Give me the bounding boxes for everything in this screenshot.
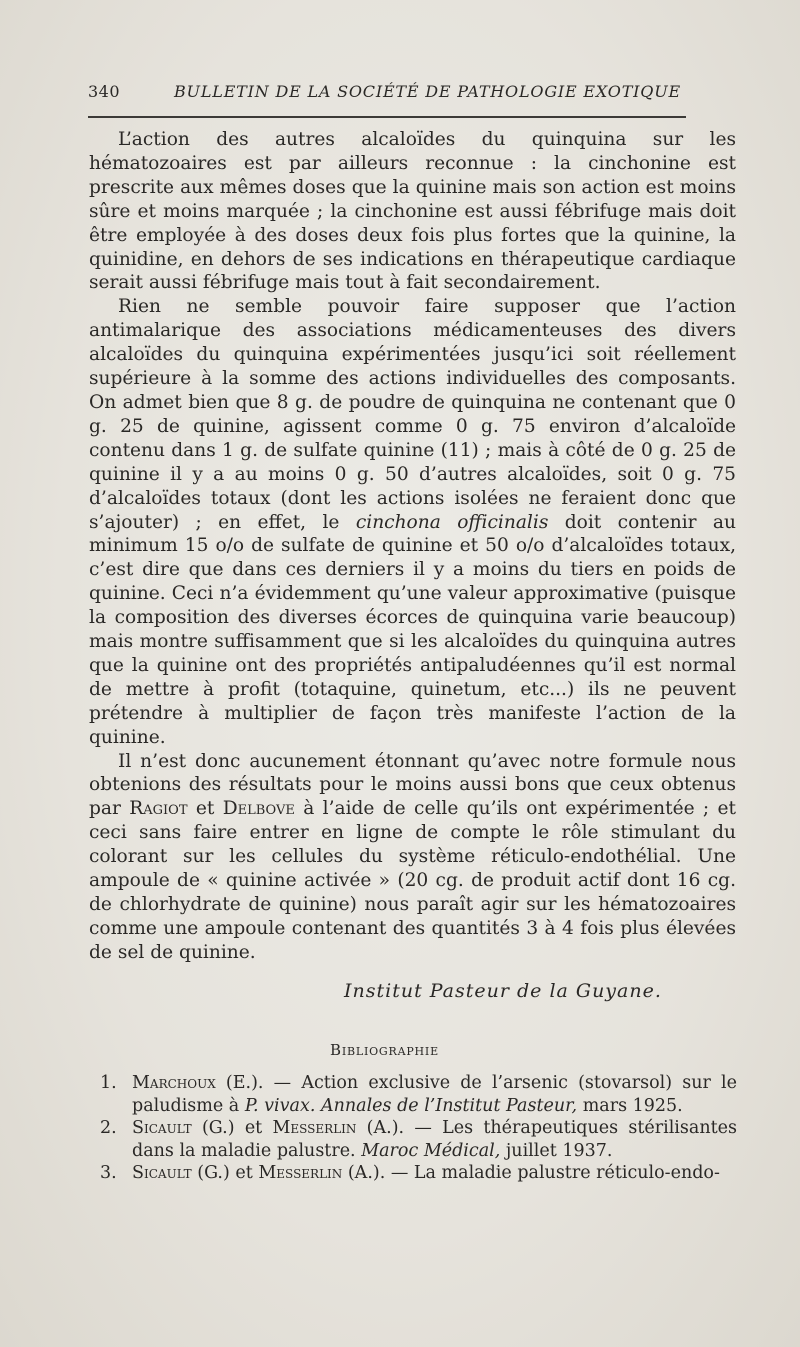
conjunction: et [235,1163,253,1184]
paragraph-1 [89,128,736,295]
institution-signature: Institut Pasteur de la Guyane. [344,980,662,1002]
conjunction: et [244,1118,263,1139]
paragraph-text: Il n’est donc aucunement étonnant qu’avec notre formule nous obtenions des résultats pour le moins aussi bons que ceux obtenus par [89,750,736,820]
header-rule [88,116,686,118]
article-body [89,128,736,965]
entry-journal: P. vivax. Annales de l’Institut Pasteur, [244,1095,578,1116]
paragraph-text: Rien ne semble pouvoir faire supposer que l’action antimalarique des associations médicamenteuses des divers alcaloïdes du quinquina expérimentées jusqu’ici soit réellement supérieure à la somme des actions individuelles des composants. On admet bien que 8 g. de poudre de quinquina ne contenant que 0 g. 25 de quinine, agissent comme 0 g. 75 environ d’alcaloïde contenu dans 1 g. de sulfate quinine (11) ; mais à côté de 0 g. 25 de quinine il y a au moins 0 g. 50 d’autres alcaloïdes, soit 0 g. 75 d’alcaloïdes totaux (dont les actions isolées ne feraient donc que s’ajouter) ; en effet, le [89,296,736,533]
bibliography-entry [100,1117,737,1162]
paragraph-text: doit contenir au minimum 15 o/o de sulfate de quinine et 50 o/o d’alcaloïdes totaux, c’est dire que dans ces derniers il y a moins du tiers en poids de quinine. Ceci n’a évidemment qu’une valeur approximative (puisque la composition des diverses écorces de quinquina varie beaucoup) mais montre suffisamment que si les alcaloïdes du quinquina autres que la quinine ont des propriétés antipaludéennes qu’il est normal de mettre à profit (totaquine, quinetum, etc...) ils ne peuvent prétendre à multiplier de façon très manifeste l’action de la quinine. [89,511,736,748]
bibliography-entry [100,1072,737,1117]
conjunction: et [195,798,215,820]
entry-author: Sicault (G.) [132,1163,230,1184]
entry-author: Sicault (G.) [132,1118,235,1139]
entry-number: 3. [100,1163,117,1184]
entry-text: — La maladie palustre réticulo-endo- [390,1163,720,1184]
entry-text: — Les thérapeutiques stérilisantes dans la maladie palustre. [132,1118,737,1161]
running-title: BULLETIN DE LA SOCIÉTÉ DE PATHOLOGIE EXOTIQUE [174,82,681,101]
entry-date: juillet 1937. [505,1140,613,1161]
entry-number: 1. [100,1073,117,1093]
species-name: cinchona officinalis [355,511,549,533]
paragraph-text: à l’aide de celle qu’ils ont expérimentée ; et ceci sans faire entrer en ligne de compte le rôle stimulant du colorant sur les cellules du système réticulo-endothélial. Une ampoule de « quinine activée » (20 cg. de produit actif dont 16 cg. de chlorhydrate de quinine) nous paraît agir sur les hématozoaires comme une ampoule contenant des quantités 3 à 4 fois plus élevées de sel de quinine. [89,798,737,963]
author-name: Delbove [222,798,295,820]
paragraph-3 [89,750,736,965]
bibliography-list [100,1072,737,1185]
bibliography-title: Bibliographie [330,1041,439,1059]
paragraph-2 [89,295,736,749]
entry-number: 2. [100,1118,117,1139]
entry-author: Marchoux (E.). [132,1073,264,1093]
author-name: Ragiot [129,798,188,820]
entry-journal: Maroc Médical, [361,1140,501,1161]
entry-author: Messerlin (A.). [272,1118,405,1139]
entry-text: — Action exclusive de l’arsenic (stovarsol) sur le paludisme à [132,1073,737,1116]
entry-date: mars 1925. [582,1095,683,1116]
entry-author: Messerlin (A.). [258,1163,386,1184]
paragraph-text: L’action des autres alcaloïdes du quinquina sur les hématozoaires est par ailleurs reconnue : la cinchonine est prescrite aux mêmes doses que la quinine mais son action est moins sûre et moins marquée ; la cinchonine est aussi fébrifuge mais doit être employée à des doses deux fois plus fortes que la quinine, la quinidine, en dehors de ses indications en thérapeutique cardiaque serait aussi fébrifuge mais tout à fait secondairement. [89,129,736,294]
page-header [88,82,688,108]
page-number: 340 [88,82,121,101]
bibliography-entry [100,1162,737,1185]
